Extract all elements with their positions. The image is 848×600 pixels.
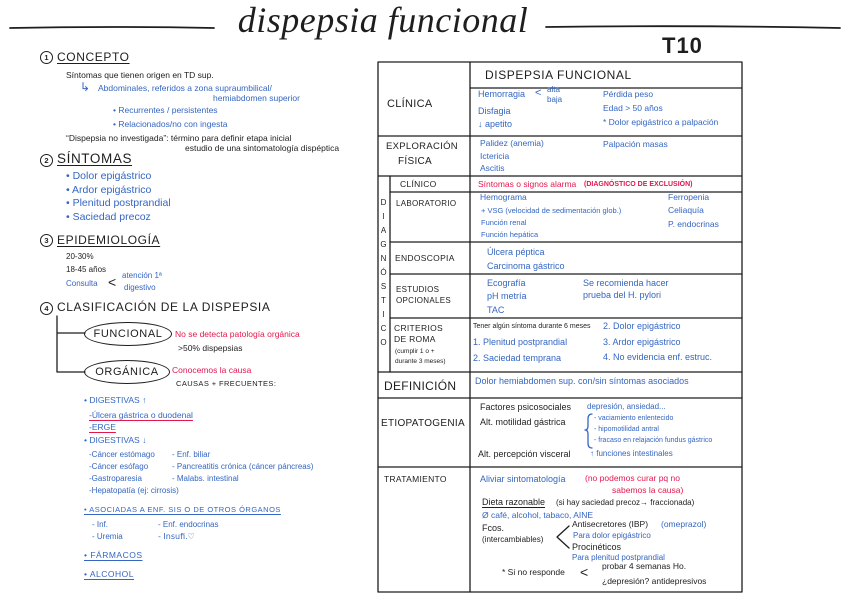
laboratorio-label: LABORATORIO	[396, 199, 457, 208]
cell-item: Función renal	[481, 218, 527, 227]
cell-item: ↓ apetito	[478, 119, 513, 129]
tratamiento-antisecretores-example: (omeprazol)	[661, 519, 707, 529]
cell-item: Palidez (anemia)	[480, 138, 544, 148]
exploracion-label: EXPLORACIÓN	[386, 141, 458, 152]
topic-tag: T10	[662, 33, 703, 58]
clinico-label: CLÍNICO	[400, 179, 437, 189]
funcional-stat: >50% dispepsias	[178, 343, 243, 353]
digestivas-up-heading: • DIGESTIVAS ↑	[84, 395, 147, 405]
cell-item: - hipomotilidad antral	[594, 426, 659, 433]
etiopatogenia-psico-examples: depresión, ansiedad...	[587, 402, 666, 411]
title-rule-right	[546, 26, 840, 28]
concepto-note-cont: estudio de una sintomatología dispéptica	[185, 143, 340, 153]
section-number-badge: 3	[40, 234, 53, 247]
sintomas-heading: SÍNTOMAS	[57, 151, 133, 166]
return-arrow-icon: ↳	[80, 80, 91, 94]
cell-item: Función hepática	[481, 230, 539, 239]
tratamiento-evitar: Ø café, alcohol, tabaco, AINE	[482, 510, 594, 520]
clinico-exclusion: (DIAGNÓSTICO DE EXCLUSIÓN)	[584, 181, 693, 188]
tratamiento-procineticos-use: Para plenitud postprandial	[572, 553, 665, 562]
concepto-abdominal: Abdominales, referidos a zona supraumbilical/	[98, 83, 272, 93]
concepto-abdominal-cont: hemiabdomen superior	[213, 93, 300, 103]
list-item: -Cáncer esófago	[89, 462, 149, 471]
consulta-option: digestivo	[124, 283, 156, 292]
tratamiento-aliviar-note: sabemos la causa)	[612, 485, 684, 495]
list-item: - Enf. endocrinas	[158, 520, 219, 529]
cell-item: Edad > 50 años	[603, 103, 663, 113]
hemorragia-type: baja	[547, 95, 563, 104]
list-item: • Plenitud postprandial	[66, 197, 171, 209]
asociadas-heading: • ASOCIADAS A ENF. SIS O DE OTROS ÓRGANOS	[84, 505, 281, 514]
cell-item: Disfagia	[478, 106, 511, 116]
list-item: - Insufi.♡	[158, 532, 195, 541]
roma-condition: (cumplir 1 o +	[395, 348, 435, 355]
alcohol-item: • ALCOHOL	[84, 569, 134, 579]
tratamiento-aliviar: Aliviar sintomatología	[480, 474, 566, 484]
epidemiologia-heading: EPIDEMIOLOGÍA	[57, 233, 161, 247]
farmacos-branch-bracket	[557, 526, 569, 548]
roma-condition: durante 3 meses)	[395, 358, 446, 365]
list-item: • Dolor epigástrico	[66, 170, 152, 182]
tratamiento-farmacos: (intercambiables)	[482, 535, 544, 544]
list-item: • Relacionados/no con ingesta	[113, 119, 228, 129]
list-item: - Enf. biliar	[172, 450, 211, 459]
motilidad-brace	[585, 414, 592, 448]
definicion-label: DEFINICIÓN	[384, 379, 457, 393]
tratamiento-label: TRATAMIENTO	[384, 474, 447, 484]
etiopatogenia-percepcion: Alt. percepción visceral	[478, 449, 571, 459]
cell-item: 2. Dolor epigástrico	[603, 321, 681, 331]
concepto-origin: Síntomas que tienen origen en TD sup.	[66, 70, 214, 80]
definicion-text: Dolor hemiabdomen sup. con/sin síntomas asociados	[475, 376, 689, 386]
cell-item: * Dolor epigástrico a palpación	[603, 117, 719, 127]
roma-intro: Tener algún síntoma durante 6 meses	[473, 323, 591, 330]
list-item: -Gastroparesia	[89, 474, 142, 483]
clinico-text: Síntomas o signos alarma	[478, 179, 577, 189]
tratamiento-no-responde: * Si no responde	[502, 567, 565, 577]
list-item: -Cáncer estómago	[89, 450, 155, 459]
tratamiento-dieta-note: (si hay saciedad precoz→ fraccionada)	[556, 498, 695, 507]
diagnostico-vertical-label: DIAGNÓSTICO	[379, 198, 388, 352]
roma-label: DE ROMA	[394, 334, 436, 344]
opcionales-note: prueba del H. pylori	[583, 290, 662, 300]
consulta-option: atención 1ª	[122, 271, 162, 280]
section-number-badge: 2	[40, 154, 53, 167]
tratamiento-antisecretores: Antisecretores (IBP)	[572, 519, 649, 529]
list-item: -Hepatopatía (ej: cirrosis)	[89, 486, 179, 495]
cell-item: Ecografía	[487, 278, 526, 288]
epidemiologia-prevalence: 20-30%	[66, 252, 94, 261]
opcionales-note: Se recomienda hacer	[583, 278, 669, 288]
list-item: • Ardor epigástrico	[66, 184, 152, 196]
cell-item: Ferropenia	[668, 192, 710, 202]
roma-label: CRITERIOS	[394, 323, 443, 333]
no-responde-option: probar 4 semanas Ho.	[602, 561, 687, 571]
exploracion-label: FÍSICA	[398, 156, 433, 167]
epidemiologia-consulta: Consulta	[66, 279, 98, 288]
etiopatogenia-percepcion-detail: ↑ funciones intestinales	[590, 449, 673, 458]
cell-item: Úlcera péptica	[487, 247, 545, 257]
cell-item: + VSG (velocidad de sedimentación glob.)	[481, 206, 622, 215]
title-rule-left	[10, 27, 214, 28]
etiopatogenia-psico: Factores psicosociales	[480, 402, 572, 412]
clinica-label: CLÍNICA	[387, 98, 433, 110]
cell-item: pH metría	[487, 291, 527, 301]
list-item: -ERGE	[89, 422, 116, 432]
tratamiento-farmacos: Fcos.	[482, 523, 505, 533]
tratamiento-procineticos: Procinéticos	[572, 542, 622, 552]
cell-item: Ictericia	[480, 151, 510, 161]
cell-item: Palpación masas	[603, 139, 668, 149]
digestivas-down-heading: • DIGESTIVAS ↓	[84, 435, 147, 445]
branch-symbol: <	[535, 87, 542, 99]
tratamiento-antisecretores-use: Para dolor epigástrico	[573, 531, 651, 540]
farmacos-item: • FÁRMACOS	[84, 550, 143, 560]
list-item: - Pancreatitis crónica (cáncer páncreas)	[172, 462, 314, 471]
etiopatogenia-label: ETIOPATOGENIA	[381, 418, 465, 429]
table-header: DISPEPSIA FUNCIONAL	[485, 68, 632, 82]
concepto-heading: CONCEPTO	[57, 50, 130, 64]
cell-item: Pérdida peso	[603, 89, 654, 99]
branch-symbol: <	[108, 274, 117, 290]
etiopatogenia-motilidad: Alt. motilidad gástrica	[480, 417, 566, 427]
list-item: - Malabs. intestinal	[172, 474, 239, 483]
opcionales-label: ESTUDIOS	[396, 285, 440, 294]
opcionales-label: OPCIONALES	[396, 296, 452, 305]
clasificacion-heading: CLASIFICACIÓN DE LA DISPEPSIA	[57, 300, 271, 314]
list-item: -Úlcera gástrica o duodenal	[89, 410, 193, 420]
cell-item: Carcinoma gástrico	[487, 261, 565, 271]
cell-item: TAC	[487, 305, 505, 315]
classification-tree	[57, 316, 85, 372]
funcional-oval	[84, 322, 172, 346]
cell-item: 1. Plenitud postprandial	[473, 337, 568, 347]
cell-item: - vaciamiento enlentecido	[594, 415, 674, 422]
cell-item: Hemograma	[480, 192, 527, 202]
cell-item: 4. No evidencia enf. estruc.	[603, 352, 713, 362]
list-item: - Uremia	[92, 532, 123, 541]
cell-item: 3. Ardor epigástrico	[603, 337, 681, 347]
organica-label: ORGÁNICA	[95, 365, 159, 378]
epidemiologia-age: 18-45 años	[66, 265, 107, 274]
list-item: • Saciedad precoz	[66, 211, 151, 223]
organica-note: Conocemos la causa	[172, 365, 252, 375]
concepto-note: “Dispepsia no investigada”: término para definir etapa inicial	[66, 133, 292, 143]
section-number-badge: 1	[40, 51, 53, 64]
cell-item: Celiaquía	[668, 205, 704, 215]
cell-item: 2. Saciedad temprana	[473, 353, 562, 363]
list-item: - Inf.	[92, 520, 109, 529]
page-title: dispepsia funcional	[237, 0, 529, 40]
clinica-hemorragia: Hemorragia	[478, 89, 526, 99]
tratamiento-dieta: Dieta razonable	[482, 497, 546, 507]
no-responde-option: ¿depresión? antidepresivos	[602, 576, 707, 586]
branch-symbol: <	[580, 564, 589, 580]
endoscopia-label: ENDOSCOPIA	[395, 253, 455, 263]
causes-heading: CAUSAS + FRECUENTES:	[176, 379, 277, 388]
section-number-badge: 4	[40, 302, 53, 315]
funcional-note: No se detecta patología orgánica	[175, 329, 300, 339]
hemorragia-type: alta	[547, 85, 560, 94]
organica-oval	[84, 360, 170, 384]
cell-item: P. endocrinas	[668, 219, 719, 229]
cell-item: - fracaso en relajación fundus gástrico	[594, 437, 713, 444]
cell-item: Ascitis	[480, 163, 505, 173]
tratamiento-aliviar-note: (no podemos curar pq no	[585, 473, 680, 483]
list-item: • Recurrentes / persistentes	[113, 105, 218, 115]
funcional-label: FUNCIONAL	[93, 327, 163, 340]
